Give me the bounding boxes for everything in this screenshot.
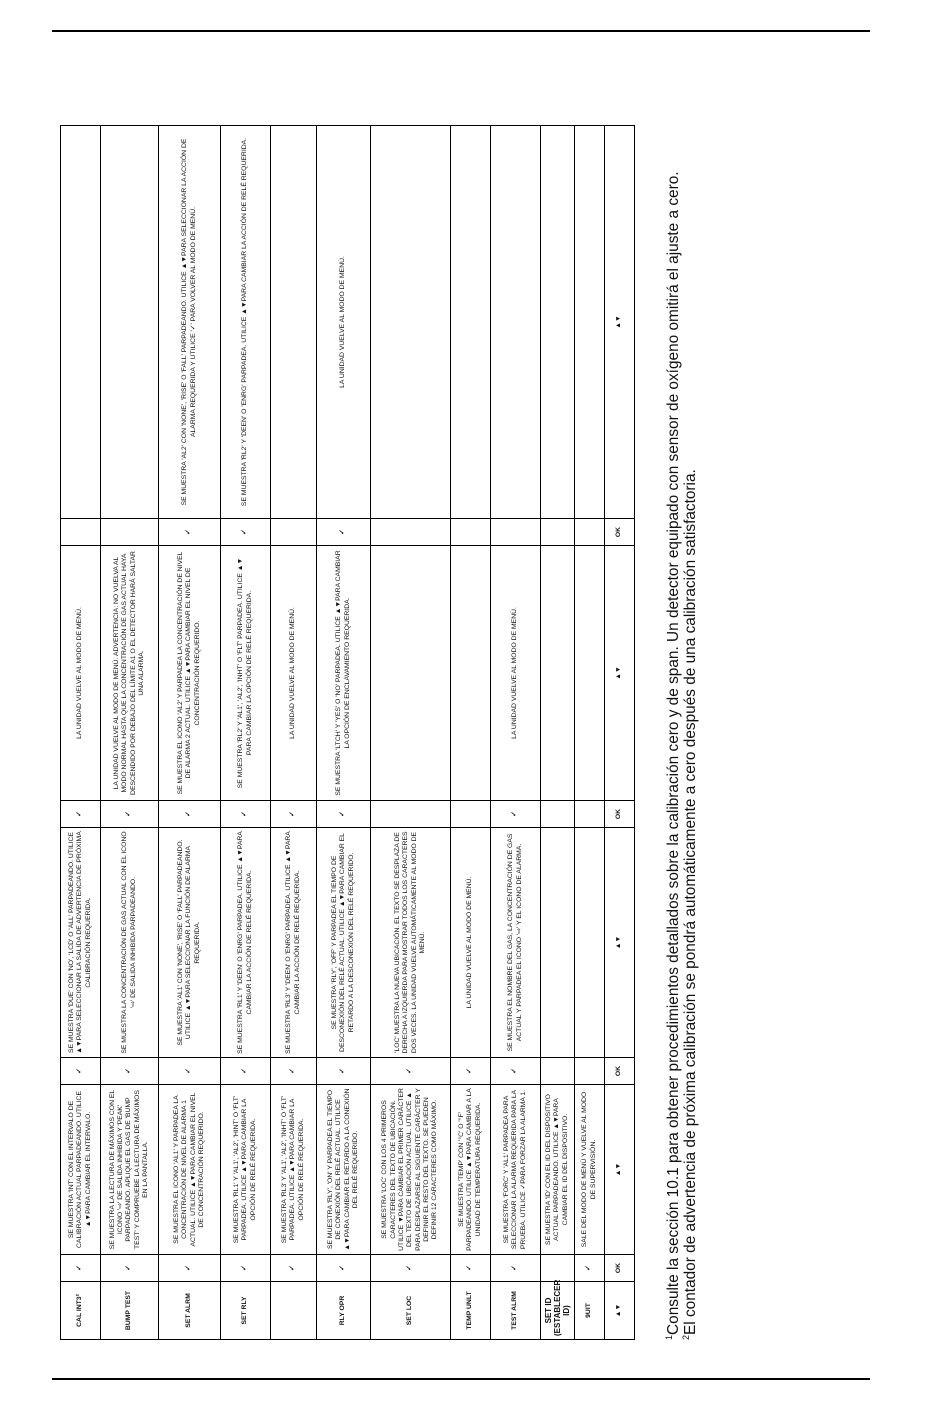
step-2-desc [541, 828, 575, 1058]
step-1-key: ✓ [575, 1255, 605, 1282]
row-name: TEST ALRM [491, 1282, 541, 1340]
step-2-desc: SE MUESTRA LA CONCENTRACIÓN DE GAS ACTUAL CON EL ICONO '⇨' DE SALIDA INHIBIDA PARPADEANDO. [101, 828, 159, 1058]
table-row [61, 126, 101, 1340]
step-1-key: ✓ [61, 1255, 101, 1282]
step-3-desc: ▲▼ [605, 546, 635, 801]
step-4-desc: ▲▼ [605, 126, 635, 519]
step-2-key: ✓ [271, 1058, 317, 1085]
footnote-1-text: Consulte la sección 10.1 para obtener procedimientos detallados sobre la calibración cero y de span. Un detector equipado con sensor de oxígeno omitirá el ajuste a cero. [665, 171, 682, 1335]
step-4-desc: LA UNIDAD VUELVE AL MODO DE MENÚ. [317, 126, 371, 519]
step-3-key [575, 801, 605, 828]
row-name: RLY OPR [317, 1282, 371, 1340]
table-row [491, 126, 541, 1340]
step-1-key [541, 1255, 575, 1282]
top-rule [52, 30, 870, 32]
step-2-desc [575, 828, 605, 1058]
step-1-key: ✓ [451, 1255, 491, 1282]
step-3-key [371, 801, 451, 828]
step-2-key: ✓ [61, 1058, 101, 1085]
row-name: CAL INT3² [61, 1282, 101, 1340]
step-4-desc [491, 126, 541, 519]
step-4-key: ✓ [221, 519, 271, 546]
step-4-key [541, 519, 575, 546]
step-1-key: OK [605, 1255, 635, 1282]
step-3-key [541, 801, 575, 828]
step-2-desc: LA UNIDAD VUELVE AL MODO DE MENÚ. [451, 828, 491, 1058]
step-1-key: ✓ [317, 1255, 371, 1282]
step-2-key: OK [605, 1058, 635, 1085]
step-3-key [451, 801, 491, 828]
step-2-desc: SE MUESTRA 'AL1' CON 'NONE', 'RISE' O 'FALL' PARPADEANDO. UTILICE ▲▼PARA SELECCIONAR LA FUNCIÓN DE ALARMA REQUERIDA. [159, 828, 221, 1058]
step-1-desc: SALE DEL MODO DE MENÚ Y VUELVE AL MODO DE SUPERVISIÓN. [575, 1085, 605, 1255]
step-4-key [371, 519, 451, 546]
step-3-key: ✓ [271, 801, 317, 828]
step-1-desc: ▲▼ [605, 1085, 635, 1255]
table-row [317, 126, 371, 1340]
table-row [605, 126, 635, 1340]
step-3-desc [541, 546, 575, 801]
step-3-key: OK [605, 801, 635, 828]
step-1-key: ✓ [271, 1255, 317, 1282]
step-1-desc: SE MUESTRA 'INT' CON EL INTERVALO DE CALIBRACIÓN ACTUAL PARPADEANDO. UTILICE ▲▼PARA CAMBIAR EL INTERVALO. [61, 1085, 101, 1255]
step-1-desc: SE MUESTRA 'TEMP' CON '°C' O '°F' PARPADEANDO. UTILICE ▲▼PARA CAMBIAR A LA UNIDAD DE TEMPERATURA REQUERIDA. [451, 1085, 491, 1255]
step-3-desc: LA UNIDAD VUELVE AL MODO DE MENÚ. [61, 546, 101, 801]
step-3-key: ✓ [159, 801, 221, 828]
step-1-desc: SE MUESTRA EL ICONO 'AL1' Y PARPADEA LA CONCENTRACIÓN DE NIVEL DE ALARMA 1 ACTUAL. UTILICE ▲▼PARA CAMBIAR EL NIVEL DE CONCENTRACIÓN REQUERIDO. [159, 1085, 221, 1255]
step-3-desc: SE MUESTRA 'LTCH' Y 'YES' O 'NO' PARPADEA. UTILICE ▲▼PARA CAMBIAR LA OPCIÓN DE ENCLAVAMIENTO REQUERIDA. [317, 546, 371, 801]
step-3-desc: LA UNIDAD VUELVE AL MODO DE MENÚ. [491, 546, 541, 801]
table-row [271, 126, 317, 1340]
step-2-key: ✓ [451, 1058, 491, 1085]
step-4-desc [575, 126, 605, 519]
step-2-key: ✓ [317, 1058, 371, 1085]
row-name: SET ID (ESTABLECER ID) [541, 1282, 575, 1340]
footnote-1 [665, 126, 682, 1340]
step-2-desc: ▲▼ [605, 828, 635, 1058]
step-2-key: ✓ [371, 1058, 451, 1085]
step-3-desc [371, 546, 451, 801]
step-3-desc [451, 546, 491, 801]
footnotes [665, 126, 699, 1340]
footnote-2-text: El contador de advertencia de próxima calibración se pondrá automáticamente a cero después de una calibración satisfactoria. [682, 469, 699, 1335]
row-name: SET LOC [371, 1282, 451, 1340]
step-1-key: ✓ [101, 1255, 159, 1282]
row-name: BUMP TEST [101, 1282, 159, 1340]
step-2-key: ✓ [101, 1058, 159, 1085]
table-row [221, 126, 271, 1340]
step-4-desc [371, 126, 451, 519]
step-3-desc: LA UNIDAD VUELVE AL MODO DE MENÚ. ADVERTENCIA: NO VUELVA AL MODO NORMAL HASTA QUE LA CONCENTRACIÓN DE GAS ACTUAL HAYA DESCENDIDO POR DEBAJO DEL LÍMITE A1 O EL DETECTOR HARÁ SALTAR UNA ALARMA. [101, 546, 159, 801]
row-name: SET ALRM [159, 1282, 221, 1340]
step-4-desc [271, 126, 317, 519]
step-1-key: ✓ [371, 1255, 451, 1282]
step-4-desc: SE MUESTRA 'AL2' CON 'NONE', 'RISE' O 'FALL' PARPADEANDO. UTILICE ▲▼PARA SELECCIONAR LA ACCIÓN DE ALARMA REQUERIDA Y UTILICE '✓' PARA VOLVER AL MODO DE MENÚ. [159, 126, 221, 519]
table-row [101, 126, 159, 1340]
step-4-key [101, 519, 159, 546]
step-2-desc: SE MUESTRA 'RL1' Y 'DEEN' O 'ENRG' PARPADEA. UTILICE ▲▼PARA CAMBIAR LA ACCIÓN DE RELÉ REQUERIDA. [221, 828, 271, 1058]
step-2-key [575, 1058, 605, 1085]
step-2-key [541, 1058, 575, 1085]
footnote-2-mark: 2 [680, 1334, 691, 1340]
step-4-key: OK [605, 519, 635, 546]
step-4-desc [101, 126, 159, 519]
step-2-key: ✓ [491, 1058, 541, 1085]
table-row [541, 126, 575, 1340]
step-4-desc [61, 126, 101, 519]
step-2-desc: SE MUESTRA 'RL3' Y 'DEEN' O 'ENRG' PARPADEA. UTILICE ▲▼PARA CAMBIAR LA ACCIÓN DE RELÉ REQUERIDA. [271, 828, 317, 1058]
step-4-key [61, 519, 101, 546]
step-2-desc: SE MUESTRA 'RLY', 'OFF' Y PARPADEA EL TIEMPO DE DESCONEXIÓN DEL RELÉ ACTUAL. UTILICE ▲▼PARA CAMBIAR EL RETARDO A LA DESCONEXIÓN DEL RELÉ REQUERIDO. [317, 828, 371, 1058]
row-name: SET RLY [221, 1282, 271, 1340]
step-4-key: ✓ [159, 519, 221, 546]
step-1-desc: SE MUESTRA LA LECTURA DE MÁXIMOS CON EL ICONO '⇨' DE SALIDA INHIBIDA Y 'PEAK' PARPADEANDO. APLIQUE EL GAS DE 'BUMP TEST' Y COMPRUEBE LA LECTURA DE MÁXIMOS EN LA PANTALLA. [101, 1085, 159, 1255]
step-2-desc: 'LOC' MUESTRA LA NUEVA UBICACIÓN. EL TEXTO SE DESPLAZA DE DERECHA A IZQUIERDA PARA MOSTRAR TODOS LOS CARACTERES DOS VECES. LA UNIDAD VUELVE AUTOMÁTICAMENTE AL MODO DE MENÚ. [371, 828, 451, 1058]
step-4-desc [451, 126, 491, 519]
step-1-desc: SE MUESTRA 'RL1' Y 'AL1', 'AL2', 'HINT' O 'FLT' PARPADEA. UTILICE ▲▼PARA CAMBIAR LA OPCIÓN DE RELÉ REQUERIDA. [221, 1085, 271, 1255]
step-4-key [575, 519, 605, 546]
rotated-content [60, 126, 699, 1340]
step-1-desc: SE MUESTRA 'RL3' Y 'AL1', 'AL2', 'INHT' O 'FLT' PARPADEA. UTILICE ▲▼PARA CAMBIAR LA OPCIÓN DE RELÉ REQUERIDA. [271, 1085, 317, 1255]
table-row [451, 126, 491, 1340]
step-4-key [491, 519, 541, 546]
row-name [271, 1282, 317, 1340]
step-3-desc: SE MUESTRA 'RL2' Y 'AL1', 'AL2', 'INHT' O 'FLT' PARPADEA. UTILICE ▲▼ PARA CAMBIAR LA OPCIÓN DE RELÉ REQUERIDA. [221, 546, 271, 801]
row-name: ▲▼ [605, 1282, 635, 1340]
step-4-key [451, 519, 491, 546]
step-3-desc [575, 546, 605, 801]
row-name: TEMP UNLT [451, 1282, 491, 1340]
menu-table [60, 125, 635, 1340]
step-2-desc: SE MUESTRA 'DUE' CON 'NO', 'LCD' O 'ALL' PARPADEANDO. UTILICE ▲▼PARA SELECCIONAR LA SALIDA DE ADVERTENCIA DE PRÓXIMA CALIBRACIÓN REQUERIDA. [61, 828, 101, 1058]
row-name: 9UIT [575, 1282, 605, 1340]
step-4-key [271, 519, 317, 546]
step-3-key: ✓ [317, 801, 371, 828]
step-1-key: ✓ [159, 1255, 221, 1282]
step-1-key: ✓ [491, 1255, 541, 1282]
step-3-key: ✓ [221, 801, 271, 828]
step-2-key: ✓ [159, 1058, 221, 1085]
bottom-rule [52, 1378, 870, 1380]
step-2-desc: SE MUESTRA EL NOMBRE DEL GAS, LA CONCENTRACIÓN DE GAS ACTUAL Y PARPADEA EL ICONO '⇨' Y EL ICONO DE ALARMA. [491, 828, 541, 1058]
step-3-desc: LA UNIDAD VUELVE AL MODO DE MENÚ. [271, 546, 317, 801]
step-4-desc: SE MUESTRA 'RL2' Y 'DEEN' O 'ENRG' PARPADEA. UTILICE ▲▼PARA CAMBIAR LA ACCIÓN DE RELÉ REQUERIDA. [221, 126, 271, 519]
step-3-key: ✓ [101, 801, 159, 828]
step-3-desc: SE MUESTRA EL ICONO 'AL2' Y PARPADEA LA CONCENTRACIÓN DE NIVEL DE ALARMA 2 ACTUAL. UTILICE ▲▼PARA CAMBIAR EL NIVEL DE CONCENTRACIÓN REQUERIDO. [159, 546, 221, 801]
step-1-desc: SE MUESTRA 'FORC' Y 'AL1' PARPADEA PARA SELECCIONAR LA ALARMA REQUERIDA PARA LA PRUEBA. UTILICE ✓PARA FORZAR LA ALARMA 1. [491, 1085, 541, 1255]
step-1-key: ✓ [221, 1255, 271, 1282]
footnote-1-mark: 1 [663, 1334, 674, 1340]
step-2-key: ✓ [221, 1058, 271, 1085]
table-row [159, 126, 221, 1340]
step-1-desc: SE MUESTRA 'LOC' CON LOS 4 PRIMEROS CARACTERES DEL TEXTO DE UBICACIÓN. UTILICE ▼PARA CAMBIAR EL PRIMER CARÁCTER DEL TEXTO DE UBICACIÓN ACTUAL. UTILICE ▲ PARA DESPLAZARSE AL SIGUIENTE CARÁCTER Y DEFINIR EL RESTO DEL TEXTO. SE PUEDEN DEFINIR 12 CARACTERES COMO MÁXIMO. [371, 1085, 451, 1255]
step-1-desc: SE MUESTRA 'RLY', 'ON' Y PARPADEA EL TIEMPO DE CONEXIÓN DEL RELÉ ACTUAL. UTILICE ▲▼PARA CAMBIAR EL RETARDO A LA CONEXIÓN DEL RELÉ REQUERIDO. [317, 1085, 371, 1255]
table-row [371, 126, 451, 1340]
footnote-2 [682, 126, 699, 1340]
step-3-key: ✓ [61, 801, 101, 828]
step-3-key: ✓ [491, 801, 541, 828]
step-4-key: ✓ [317, 519, 371, 546]
step-4-desc [541, 126, 575, 519]
table-row [575, 126, 605, 1340]
step-1-desc: SE MUESTRA 'ID' CON EL ID DEL DISPOSITIVO ACTUAL PARPADEANDO. UTILICE ▲▼PARA CAMBIAR EL ID DEL DISPOSITIVO. [541, 1085, 575, 1255]
